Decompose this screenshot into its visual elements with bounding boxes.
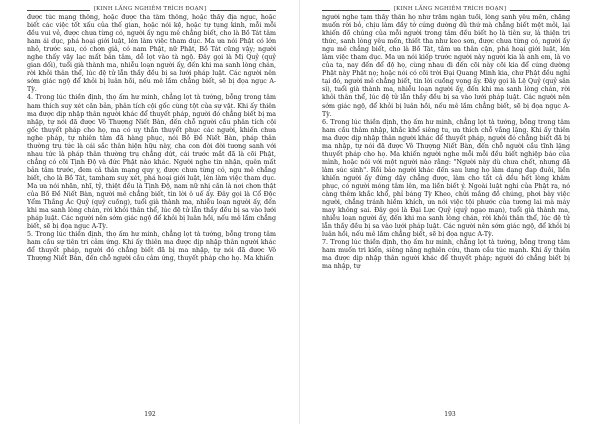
page-number: 192	[144, 411, 156, 418]
paragraph: 4. Trong lúc thiền định, thọ ấm hư minh, chẳng lọt tà tướng, bỗng trong tâm ham thích suy xét căn bản, phân tích cội gốc cùng tột của sự vật. Khi ấy thiên ma được dịp nhập thân người khác để thuyết pháp, người đó chẳng biết bị ma nhập, tự nói đã được Vô Thượng Niết Bàn, đến chỗ người cầu phân tích cội gốc thuyết pháp cho họ, ma có uy thần thuyết phục các người, khiến chưa nghe pháp, tự nhiên tâm đã hàng phục, nói Bồ Đề Niết Bàn, pháp thân thường trụ tức là cái sắc thân hiện hữu này, cha con đời đời tương sanh với nhau tức là pháp thân thường trụ chẳng dứt, cái trước mắt đã là cõi Phật, chẳng có cõi Tịnh Độ và đức Phật nào khác. Người nghe tin nhận, quên mất bản tâm trước, đem cả thân mạng quy y, được chưa từng có, ngu mê chẳng biết, cho là Bồ Tát, tamham suy xét, phá hoại giới luật, lén làm việc tham dục. Ma ưa nói nhãn, nhĩ, tỷ, thiệt đều là Tịnh Độ, nam nữ nhị căn là nơi chơn thật của Bồ Đề Niết Bàn, người mê chẳng biết, tin lời ô uế ấy. Đây gọi là Cổ Độc Yểm Thắng Ác Quỷ (quỷ cuồng), tuổi già thành ma, nhiễu loạn người ấy, đến khi ma sanh lòng chán, rời khỏi thân thể, lúc đệ tử lẫn thầy đều bị sa vào lưới pháp luật. Các người nên sớm giác ngộ để khỏi bị luân hồi, nếu mê lầm chẳng biết, sẽ bị đọa ngục A-Tỳ.	[27, 94, 276, 231]
right-page	[300, 0, 600, 424]
header-label: [KINH LĂNG NGHIÊM TRÍCH ĐOẠN]	[90, 6, 210, 12]
paragraph: người nghe tạm thấy thân họ như trăm ngàn tuổi, lòng sanh yêu mến, chẳng muốn rời bỏ, chịu làm đầy tớ cúng dường đủ thứ mà chẳng biết mệt mỏi, lại khiến đồ chúng của mỗi người trong tâm đều biết họ là tiên sư, là thiện tri thức, sanh lòng yêu mến, thiết tha như keo sơn, được chưa từng có, người ấy ngu mê chẳng biết, cho là Bồ Tát, tâm ưa thân cận, phá hoại giới luật, lén làm việc tham dục. Ma ưa nói kiếp trước người này người kia là anh em, là vợ của ta, nay đến để độ họ, cùng nhau đi đến cõi này cõi kia để cúng dường Phật này Phật nọ; hoặc nói có cõi trời Đại Quang Minh kia, chư Phật đều nghỉ tại đó, người mê chẳng biết, tin lời cuồng vọng ấy. Đây gọi là Lệ Quỷ (quỷ sân si), tuổi già thành ma, nhiễu loạn người ấy, đến khi ma sanh lòng chán, rời khỏi thân thể, lúc đệ tử lẫn thầy đều bị sa vào lưới pháp luật. Các người nên sớm giác ngộ, để khỏi bị luân hồi, nếu mê lầm chẳng biết, sẽ bị đọa ngục A-Tỳ.	[322, 14, 570, 118]
page-number: 193	[444, 411, 456, 418]
paragraph: 5. Trong lúc thiền định, thọ ấm hư minh, chẳng lọt tà tướng, bỗng trong tâm ham cầu sự tiên tri cảm ứng. Khi ấy thiên ma được dịp nhập thân người khác để thuyết pháp, người đó chẳng biết đã bị ma nhập, tự nói đã được Vô Thượng Niết Bàn, đến chỗ người cầu cảm ứng, thuyết pháp cho họ. Ma khiến	[27, 231, 276, 263]
page-body	[322, 14, 570, 404]
paragraph: 7. Trong lúc thiền định, thọ ấm hư minh, chẳng lọt tà tướng, bỗng trong tâm ham muốn tri kiến, siêng năng nghiên cứu, tham cầu túc mạnh. Khi ấy thiên ma được dịp nhập thân người khác để thuyết pháp; người đó chẳng biết bị ma nhập, tự	[322, 239, 570, 271]
running-header	[0, 6, 300, 12]
page-body	[27, 14, 276, 404]
paragraph: 6. Trong lúc thiền định, thọ ấm hư minh, chẳng lọt tà tướng, bỗng trong tâm ham cầu thâm nhập, khắc khổ siêng tu, ưa thích chỗ vắng lặng. Khi ấy thiên ma được dịp nhập thân người khác để thuyết pháp, người đó chẳng biết đã bị ma nhập, tự nói đã được Vô Thượng Niết Bàn, đến chỗ người cầu tĩnh lặng thuyết pháp cho họ. Ma khiến người nghe mỗi mỗi đều biết nghiệp báo của mình, hoặc nói với một người nào rằng: "Người này dù chưa chết, nhưng đã làm súc sinh". Rồi bảo người khác đến sau lưng họ làm dạng đạp đuôi, liền khiến người ấy đứng dậy chẳng được, làm cho tất cả đều hết lòng khâm phục, có người móng tâm lên, ma liền biết ý. Ngoài luật nghi của Phật ra, nó càng thêm khắc khổ, phỉ báng Tỳ Kheo, chửi mắng đồ chúng, phơi bày việc người, chẳng tránh hiềm khích, ưa nói việc tội phước của tương lai mà máy may không sai. Đây gọi là Đại Lực Quỷ (quỷ ngạo mạn), tuổi già thành ma, nhiễu loạn người ấy, đến khi ma sanh lòng chán, rời khỏi thân thể, lúc đệ tử lẫn thầy đều bị sa vào lưới pháp luật. Các người nên sớm giác ngộ, để khỏi bị luân hồi, nếu mê lầm chẳng biết, sẽ bị đọa ngục A-Tỳ.	[322, 118, 570, 239]
header-label: [KINH LĂNG NGHIÊM TRÍCH ĐOẠN]	[390, 6, 510, 12]
running-header	[300, 6, 600, 12]
paragraph: được túc mạng thông, hoặc được tha tâm thông, hoặc thấy địa ngục, hoặc biết các việc tốt xấu của thế gian, hoặc nói kệ, hoặc tự tụng kinh, mỗi mỗi đều vui vẻ, được chưa từng có, người ấy ngu mê chẳng biết, cho là Bồ Tát tâm ham ái dục, phá hoại giới luật, lén làm việc tham dục. Ma ưa nói Phật có lớn nhỏ, trước sau, có chơn giả, có nam Phật, nữ Phật, Bồ Tát cũng vậy; người nghe thấy vậy lạc mất bản tâm, dễ lọt vào tà ngộ. Đây gọi là Mị Quỷ (quỷ gian dối), tuổi già thành ma, nhiễu loạn người ấy, đến khi ma sanh lòng chán, rời khỏi thân thể, lúc đệ tử lẫn thầy đều bị sa lưới pháp luật. Các người nên sớm giác ngộ để khỏi bị luân hồi, nếu mê lầm chẳng biết, sẽ bị đọa ngục A-Tỳ.	[27, 14, 276, 94]
